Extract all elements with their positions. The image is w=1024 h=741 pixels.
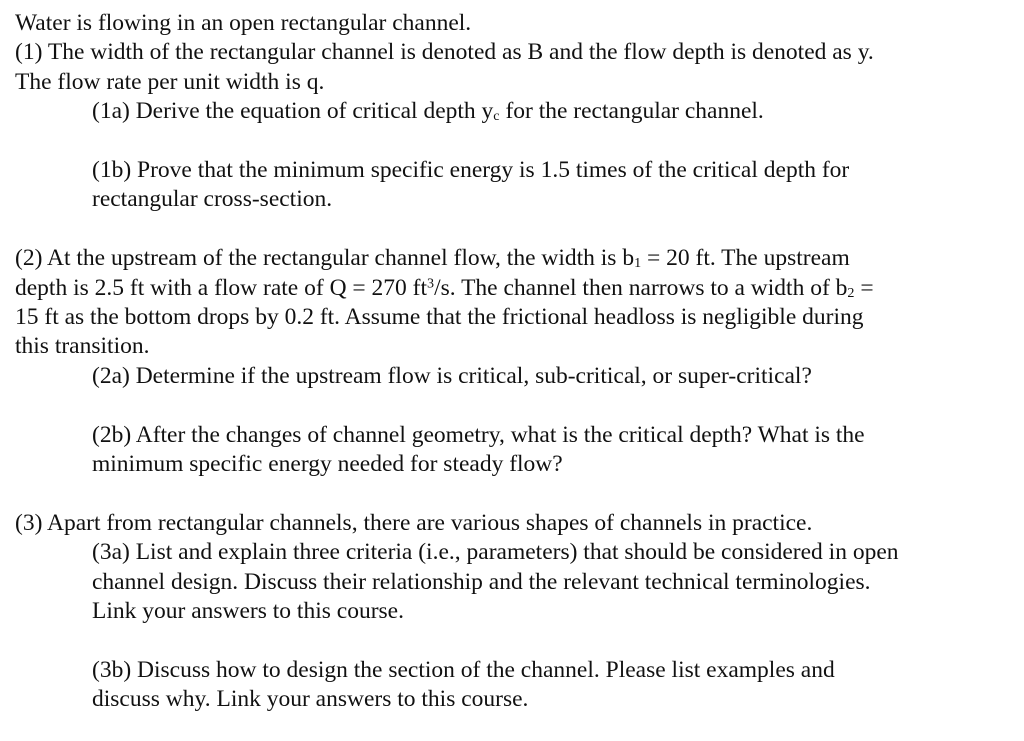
question-1-line-2: The flow rate per unit width is q.: [15, 68, 325, 95]
question-2-line-1: (2) At the upstream of the rectangular channel flow, the width is $b_1 = 20$ ft. The upstream: [15, 245, 850, 272]
question-3-line-1: (3) Apart from rectangular channels, there are various shapes of channels in practice.: [15, 509, 813, 536]
problem-document: [15, 9, 1010, 715]
question-1a: (1a) Derive the equation of critical depth $y_c$ for the rectangular channel.: [92, 98, 764, 125]
question-3b-line-2: discuss why. Link your answers to this course.: [92, 686, 529, 713]
spacer: [15, 391, 1010, 420]
question-3b-line-1: (3b) Discuss how to design the section of the channel. Please list examples and: [92, 656, 835, 683]
question-2b-line-2: minimum specific energy needed for steady flow?: [92, 451, 563, 478]
question-1b-line-1: (1b) Prove that the minimum specific energy is 1.5 times of the critical depth for: [92, 157, 850, 184]
spacer: [15, 626, 1010, 655]
spacer: [15, 127, 1010, 156]
spacer: [15, 479, 1010, 508]
intro-text: Water is flowing in an open rectangular channel.: [15, 10, 472, 36]
question-3a-line-1: (3a) List and explain three criteria (i.e., parameters) that should be considered in open: [92, 539, 899, 566]
question-3a-line-2: channel design. Discuss their relationship and the relevant technical terminologies.: [92, 568, 871, 595]
question-1-line-1: (1) The width of the rectangular channel is denoted as B and the flow depth is denoted as y.: [15, 39, 874, 66]
question-2-line-3: 15 ft as the bottom drops by 0.2 ft. Assume that the frictional headloss is negligible during: [15, 304, 864, 331]
question-2a: (2a) Determine if the upstream flow is critical, sub-critical, or super-critical?: [92, 362, 812, 389]
question-1b-line-2: rectangular cross-section.: [92, 186, 333, 213]
question-2b-line-1: (2b) After the changes of channel geometry, what is the critical depth? What is the: [92, 421, 865, 448]
question-2-line-2: depth is 2.5 ft with a flow rate of Q = 270 $ft^3/s$. The channel then narrows to a width of $b_2$ =: [15, 274, 874, 301]
spacer: [15, 215, 1010, 244]
question-3a-line-3: Link your answers to this course.: [92, 598, 404, 625]
question-2-line-4: this transition.: [15, 333, 150, 360]
